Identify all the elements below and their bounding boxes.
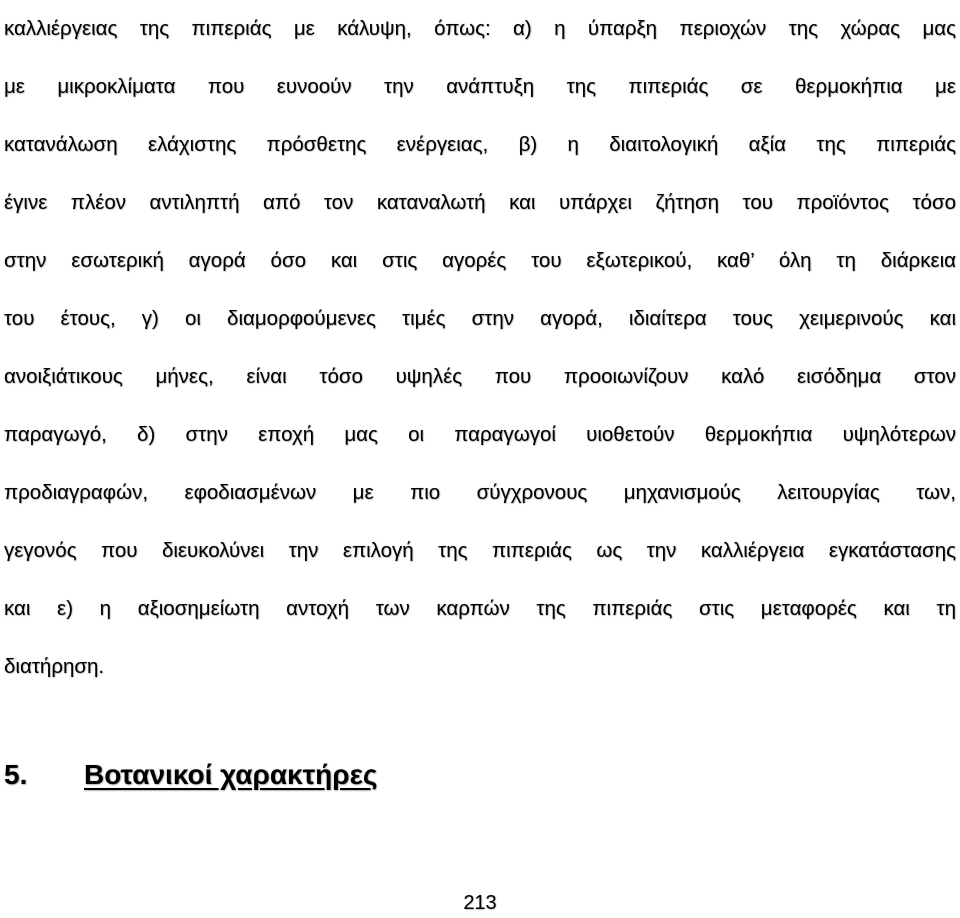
section-heading (4, 745, 377, 805)
page-number: 213 (463, 892, 497, 914)
paragraph-line: του έτους, γ) οι διαμορφούμενες τιμές στην αγορά, ιδιαίτερα τους χειμερινούς και (4, 307, 956, 330)
paragraph-line: γεγονός που διευκολύνει την επιλογή της πιπεριάς ως την καλλιέργεια εγκατάστασης (4, 539, 956, 562)
paragraph-line-last: διατήρηση. (4, 655, 105, 678)
paragraph-line: με μικροκλίματα που ευνοούν την ανάπτυξη της πιπεριάς σε θερμοκήπια με (4, 75, 956, 98)
paragraph-line: κατανάλωση ελάχιστης πρόσθετης ενέργειας, β) η διαιτολογική αξία της πιπεριάς (4, 133, 956, 156)
paragraph-line: και ε) η αξιοσημείωτη αντοχή των καρπών της πιπεριάς στις μεταφορές και τη (4, 597, 956, 620)
body-paragraph (4, 0, 956, 696)
paragraph-line: ανοιξιάτικους μήνες, είναι τόσο υψηλές που προοιωνίζουν καλό εισόδημα στον (4, 365, 956, 388)
paragraph-line: παραγωγό, δ) στην εποχή μας οι παραγωγοί υιοθετούν θερμοκήπια υψηλότερων (4, 423, 956, 446)
paragraph-line: έγινε πλέον αντιληπτή από τον καταναλωτή και υπάρχει ζήτηση του προϊόντος τόσο (4, 191, 956, 214)
paragraph-line: προδιαγραφών, εφοδιασμένων με πιο σύγχρονους μηχανισμούς λειτουργίας των, (4, 481, 956, 504)
section-number: 5. (4, 759, 28, 790)
paragraph-line: στην εσωτερική αγορά όσο και στις αγορές του εξωτερικού, καθ’ όλη τη διάρκεια (4, 249, 956, 272)
paragraph-line: καλλιέργειας της πιπεριάς με κάλυψη, όπως: α) η ύπαρξη περιοχών της χώρας μας (4, 17, 956, 40)
section-title: Βοτανικοί χαρακτήρες (84, 759, 378, 790)
